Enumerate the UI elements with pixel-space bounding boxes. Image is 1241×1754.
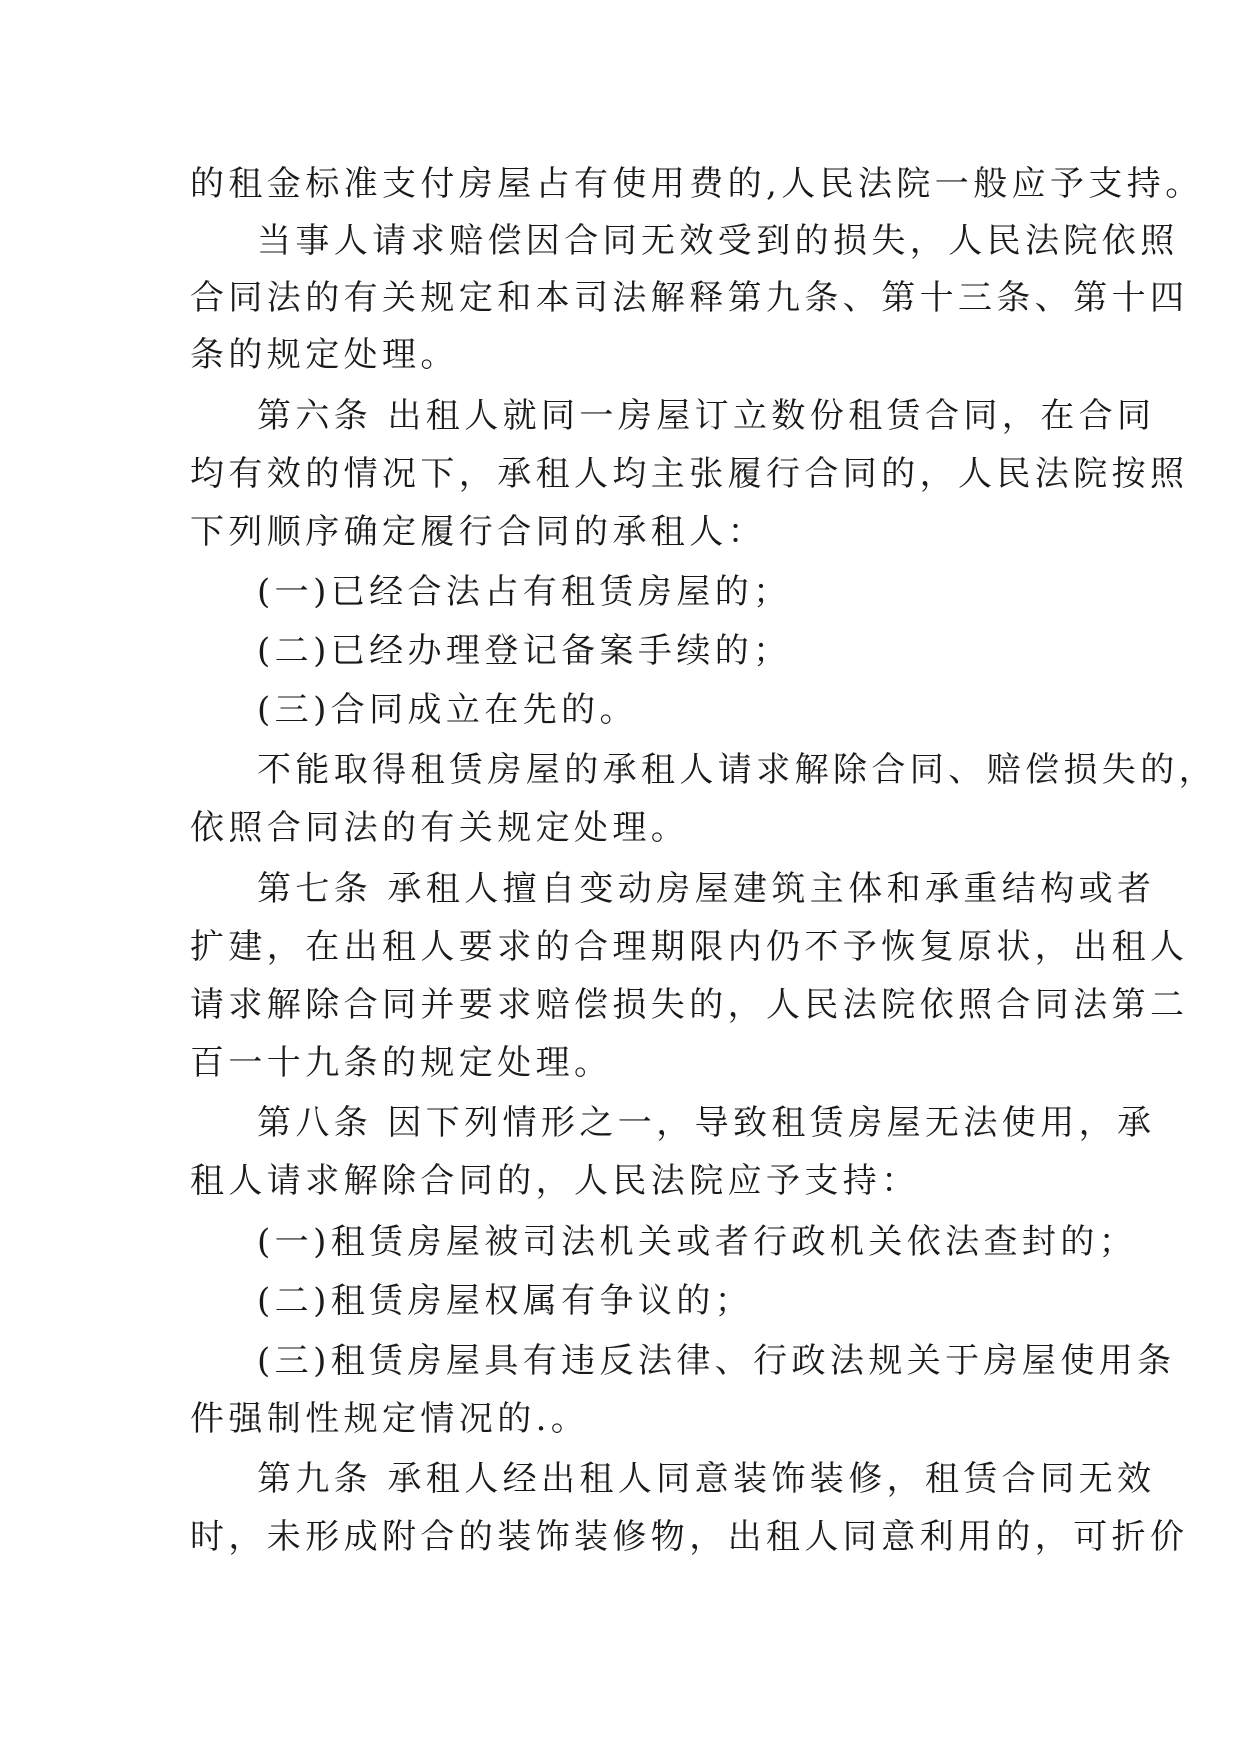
text-line: 租人请求解除合同的，人民法院应予支持： [190, 1161, 920, 1201]
text-line: 合同法的有关规定和本司法解释第九条、第十三条、第十四 [190, 278, 1189, 318]
text-line: (一)租赁房屋被司法机关或者行政机关依法查封的； [257, 1222, 1138, 1262]
text-line: 均有效的情况下，承租人均主张履行合同的，人民法院按照 [190, 454, 1189, 494]
text-line: 时，未形成附合的装饰装修物，出租人同意利用的，可折价 [190, 1517, 1189, 1557]
text-line: 百一十九条的规定处理。 [190, 1043, 613, 1083]
text-line: 依照合同法的有关规定处理。 [190, 808, 690, 848]
text-line: (三)合同成立在先的。 [257, 690, 638, 730]
text-line: 第七条 承租人擅自变动房屋建筑主体和承重结构或者 [257, 869, 1156, 909]
text-line: 不能取得租赁房屋的承租人请求解除合同、赔偿损失的， [257, 750, 1217, 790]
text-line: (一)已经合法占有租赁房屋的； [257, 572, 792, 612]
text-line: 第八条 因下列情形之一，导致租赁房屋无法使用，承 [257, 1103, 1156, 1143]
text-line: (二)已经办理登记备案手续的； [257, 631, 792, 671]
text-line: 第九条 承租人经出租人同意装饰装修，租赁合同无效 [257, 1459, 1156, 1499]
text-line: 下列顺序确定履行合同的承租人： [190, 512, 766, 552]
text-line: 第六条 出租人就同一房屋订立数份租赁合同，在合同 [257, 396, 1156, 436]
text-line: 请求解除合同并要求赔偿损失的，人民法院依照合同法第二 [190, 985, 1189, 1025]
text-line: (三)租赁房屋具有违反法律、行政法规关于房屋使用条 [257, 1341, 1176, 1381]
text-line: 条的规定处理。 [190, 335, 459, 375]
text-line: 当事人请求赔偿因合同无效受到的损失，人民法院依照 [257, 221, 1179, 261]
text-line: 的租金标准支付房屋占有使用费的,人民法院一般应予支持。 [190, 164, 1204, 204]
text-line: 扩建，在出租人要求的合理期限内仍不予恢复原状，出租人 [190, 927, 1189, 967]
text-line: 件强制性规定情况的.。 [190, 1399, 590, 1439]
text-line: (二)租赁房屋权属有争议的； [257, 1281, 754, 1321]
